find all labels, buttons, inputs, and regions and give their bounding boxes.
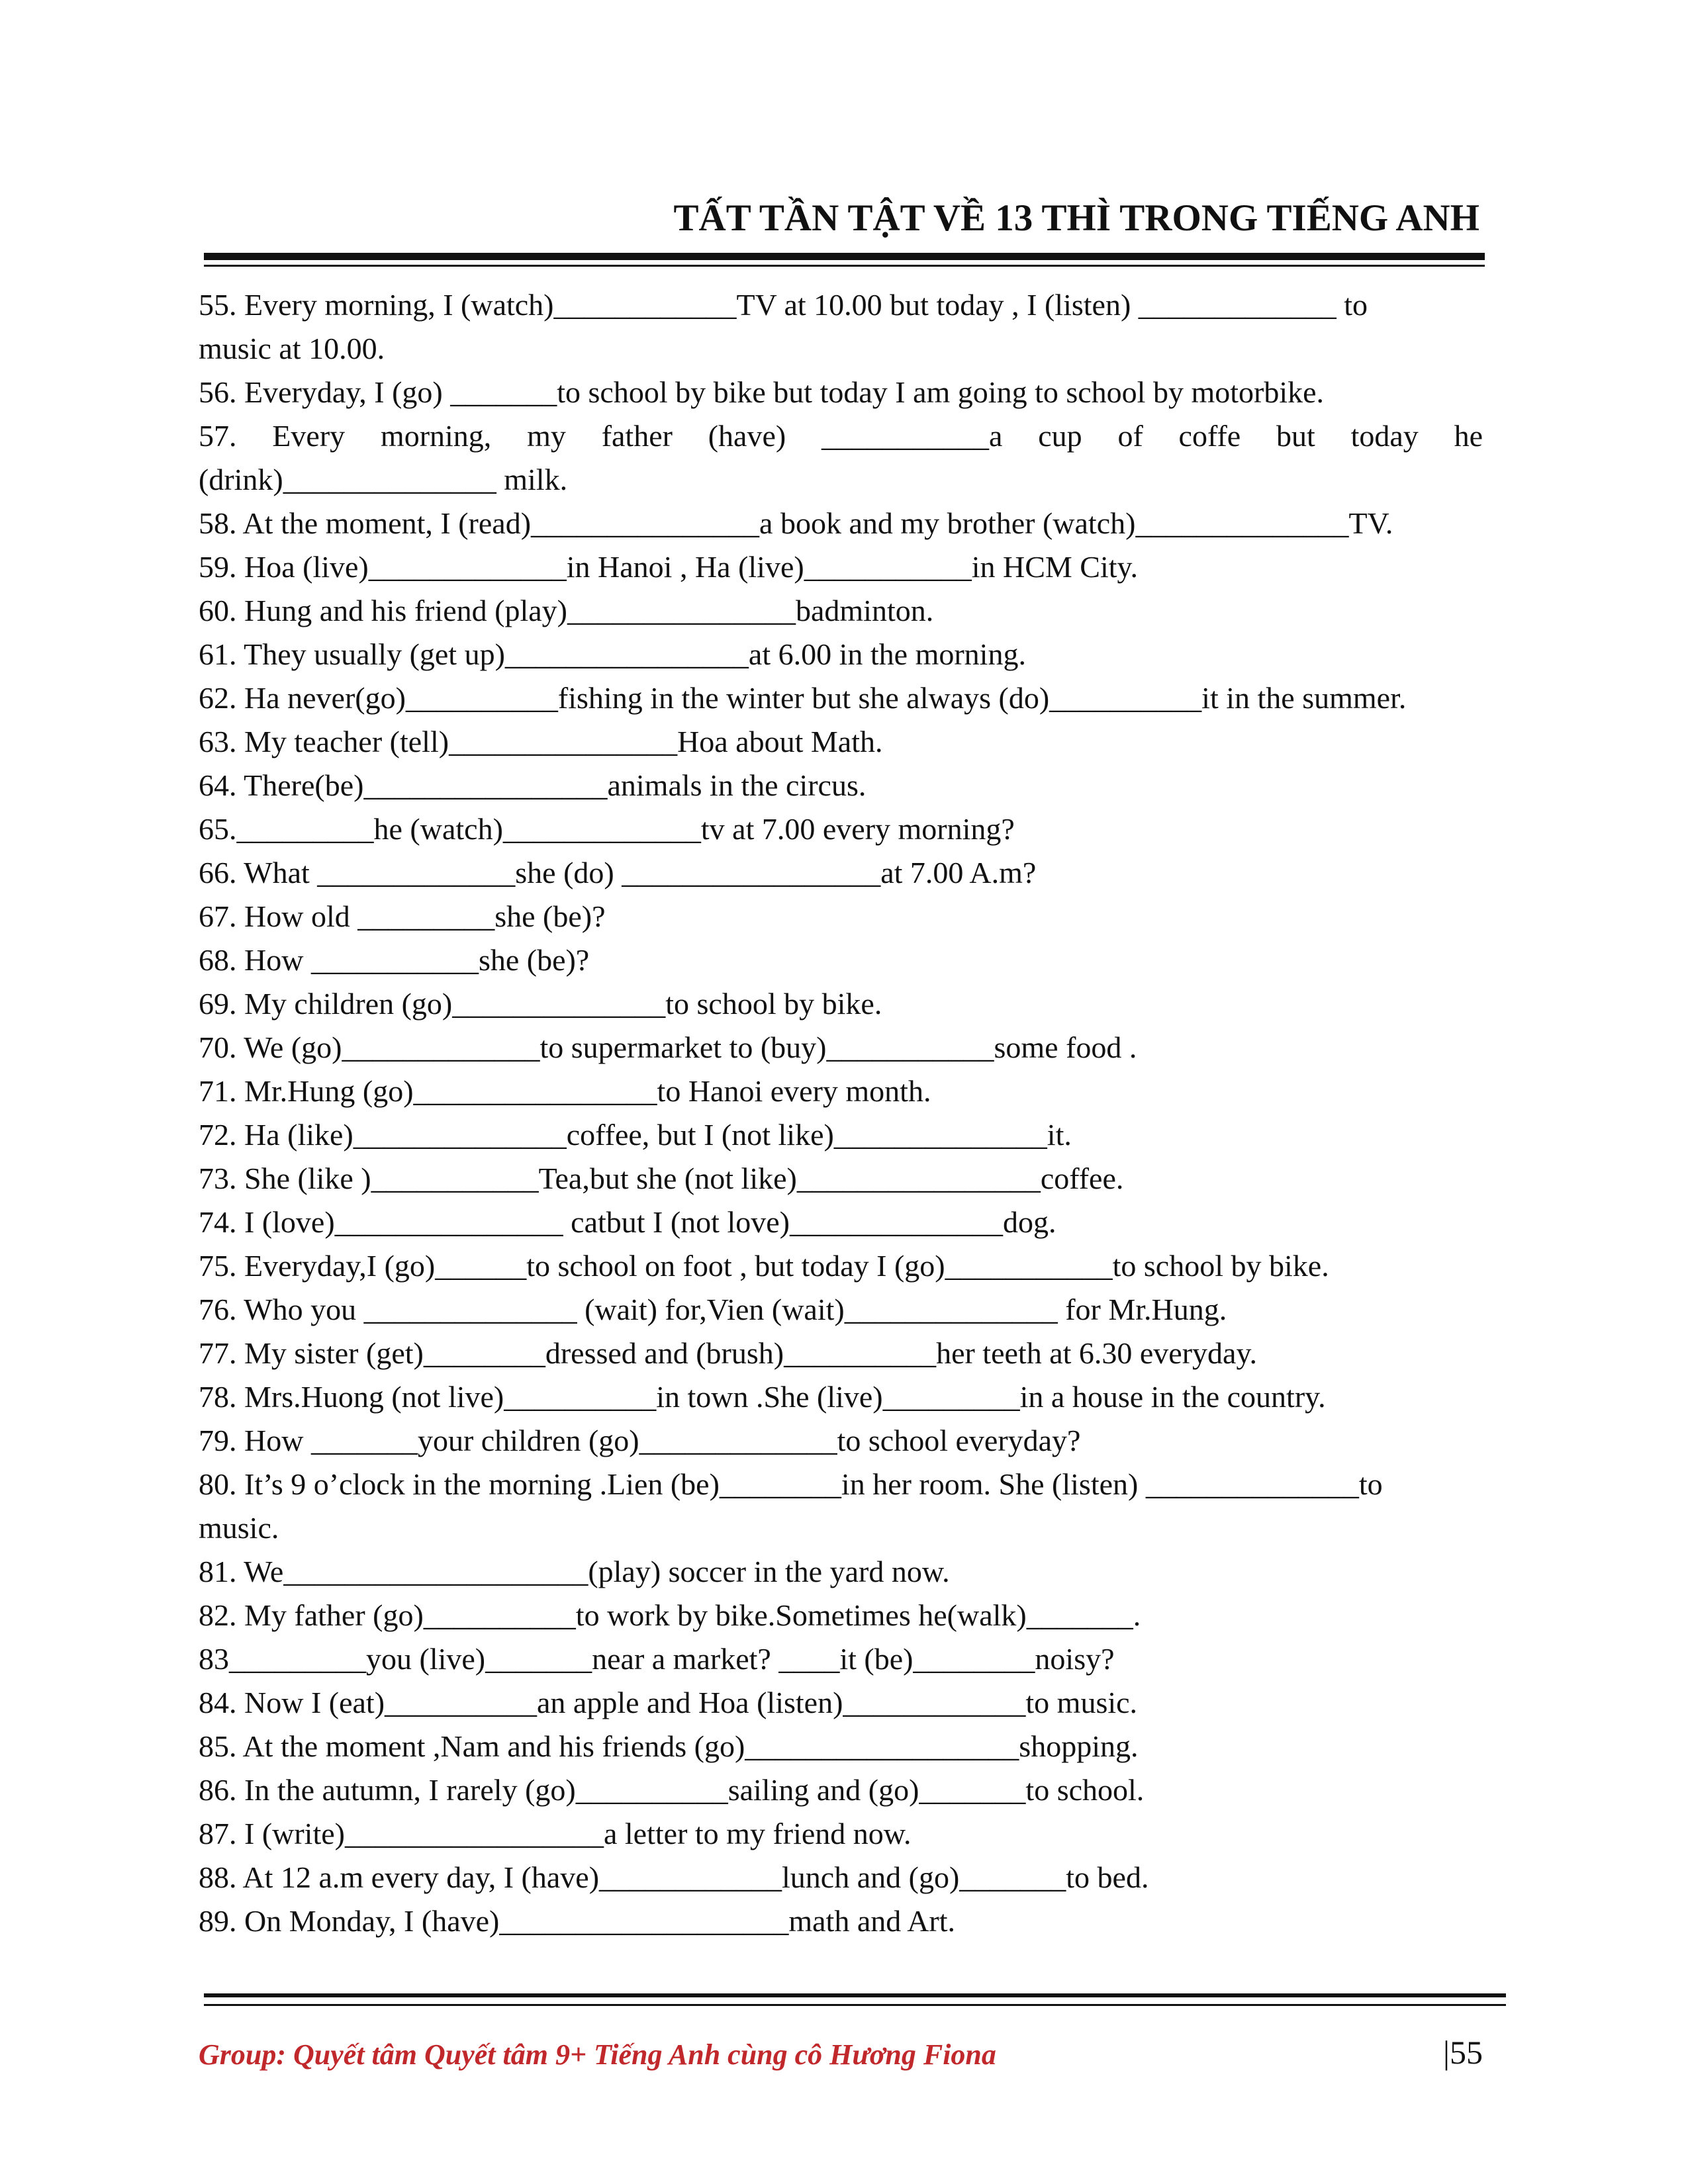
- exercise-line: 83_________you (live)_______near a market? ____it (be)________noisy?: [199, 1642, 1115, 1676]
- exercise-line: 89. On Monday, I (have)___________________math and Art.: [199, 1904, 956, 1938]
- header-divider: [204, 253, 1485, 260]
- exercise-line: 73. She (like )___________Tea,but she (not like)________________coffee.: [199, 1161, 1124, 1195]
- exercise-line: 68. How ___________she (be)?: [199, 943, 590, 977]
- exercise-line: 75. Everyday,I (go)______to school on foot , but today I (go)___________to school by bike.: [199, 1249, 1329, 1283]
- exercise-line: 58. At the moment, I (read)_______________a book and my brother (watch)______________TV.: [199, 506, 1393, 540]
- exercise-line: 88. At 12 a.m every day, I (have)____________lunch and (go)_______to bed.: [199, 1860, 1149, 1894]
- exercise-line: 56. Everyday, I (go) _______to school by bike but today I am going to school by motorbike.: [199, 375, 1325, 409]
- header-divider-thin: [204, 265, 1485, 267]
- exercise-line: 79. How _______your children (go)_____________to school everyday?: [199, 1424, 1081, 1457]
- footer-divider-thin: [204, 2004, 1506, 2006]
- exercise-line: 70. We (go)_____________to supermarket to (buy)___________some food .: [199, 1030, 1137, 1064]
- exercise-line: 85. At the moment ,Nam and his friends (go)__________________shopping.: [199, 1729, 1139, 1763]
- exercise-line: 81. We____________________(play) soccer in the yard now.: [199, 1555, 950, 1588]
- exercise-line: 72. Ha (like)______________coffee, but I (not like)______________it.: [199, 1118, 1072, 1152]
- exercise-line: 80. It’s 9 o’clock in the morning .Lien (be)________in her room. She (listen) ______________to: [199, 1467, 1383, 1501]
- exercise-line: 62. Ha never(go)__________fishing in the winter but she always (do)__________it in the summer.: [199, 681, 1407, 715]
- exercise-line: (drink)______________ milk.: [199, 463, 568, 496]
- exercise-line: 55. Every morning, I (watch)____________TV at 10.00 but today , I (listen) _____________ to: [199, 288, 1368, 322]
- exercise-line: 76. Who you ______________ (wait) for,Vien (wait)______________ for Mr.Hung.: [199, 1293, 1227, 1326]
- footer-divider: [204, 1993, 1506, 1997]
- exercise-line: 66. What _____________she (do) _________________at 7.00 A.m?: [199, 856, 1037, 889]
- exercise-line: 67. How old _________she (be)?: [199, 899, 606, 933]
- exercise-line: 64. There(be)________________animals in the circus.: [199, 768, 867, 802]
- exercise-line: 61. They usually (get up)________________at 6.00 in the morning.: [199, 637, 1026, 671]
- exercise-line: 78. Mrs.Huong (not live)__________in town .She (live)_________in a house in the country.: [199, 1380, 1326, 1414]
- exercise-line: 57. Every morning, my father (have) ___________a cup of coffe but today he: [199, 419, 1483, 453]
- exercise-line: 63. My teacher (tell)_______________Hoa about Math.: [199, 725, 883, 758]
- exercise-line: music at 10.00.: [199, 332, 385, 365]
- exercise-line: 69. My children (go)______________to school by bike.: [199, 987, 882, 1021]
- exercise-line: 84. Now I (eat)__________an apple and Hoa (listen)____________to music.: [199, 1686, 1138, 1719]
- page-number: |55: [1442, 2034, 1483, 2071]
- exercise-line: 86. In the autumn, I rarely (go)__________sailing and (go)_______to school.: [199, 1773, 1145, 1807]
- exercise-line: music.: [199, 1511, 279, 1545]
- exercise-line: 77. My sister (get)________dressed and (brush)__________her teeth at 6.30 everyday.: [199, 1336, 1257, 1370]
- exercise-line: 71. Mr.Hung (go)________________to Hanoi every month.: [199, 1074, 931, 1108]
- exercise-list: [199, 283, 1483, 1943]
- exercise-line: 59. Hoa (live)_____________in Hanoi , Ha (live)___________in HCM City.: [199, 550, 1139, 584]
- exercise-line: 74. I (love)_______________ catbut I (not love)______________dog.: [199, 1205, 1056, 1239]
- footer-group-text: Group: Quyết tâm Quyết tâm 9+ Tiếng Anh cùng cô Hương Fiona: [199, 2038, 996, 2071]
- exercise-line: 82. My father (go)__________to work by bike.Sometimes he(walk)_______.: [199, 1598, 1141, 1632]
- exercise-line: 65._________he (watch)_____________tv at 7.00 every morning?: [199, 812, 1015, 846]
- page-header-title: TẤT TẦN TẬT VỀ 13 THÌ TRONG TIẾNG ANH: [673, 197, 1479, 239]
- exercise-line: 60. Hung and his friend (play)_______________badminton.: [199, 594, 934, 627]
- exercise-line: 87. I (write)_________________a letter to my friend now.: [199, 1817, 912, 1850]
